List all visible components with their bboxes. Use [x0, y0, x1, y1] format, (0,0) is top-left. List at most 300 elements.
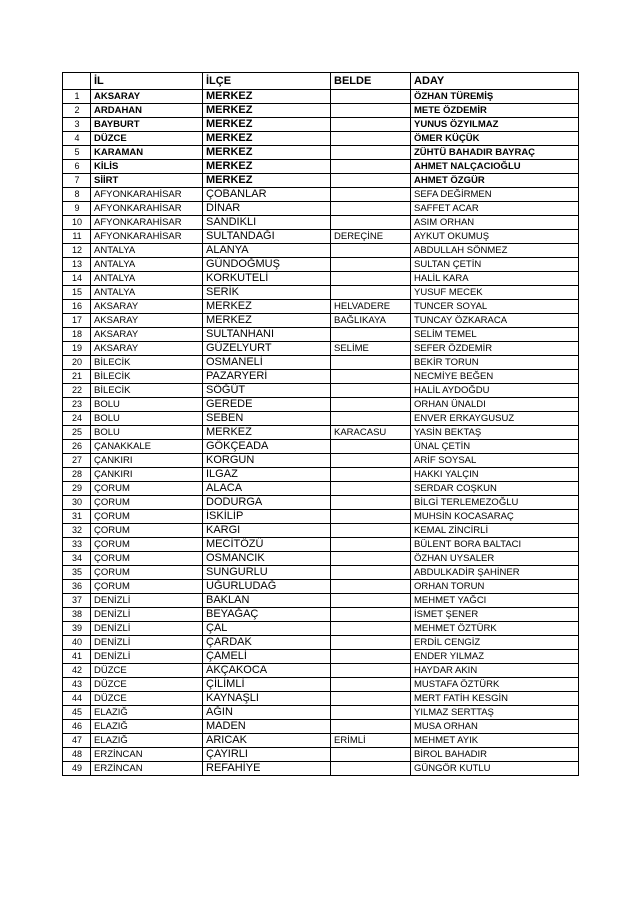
cell-no: 37 — [63, 594, 91, 608]
cell-aday: HAKKI YALÇIN — [411, 468, 579, 482]
cell-ilce: KARGI — [203, 524, 331, 538]
cell-ilce: MERKEZ — [203, 146, 331, 160]
cell-ilce: DODURGA — [203, 496, 331, 510]
cell-belde — [331, 594, 411, 608]
cell-belde — [331, 370, 411, 384]
cell-no: 14 — [63, 272, 91, 286]
cell-aday: YASİN BEKTAŞ — [411, 426, 579, 440]
table-row — [63, 482, 579, 496]
cell-belde — [331, 286, 411, 300]
table-row — [63, 314, 579, 328]
cell-aday: YUSUF MECEK — [411, 286, 579, 300]
cell-belde: KARACASU — [331, 426, 411, 440]
cell-ilce: ALANYA — [203, 244, 331, 258]
cell-ilce: GÖKÇEADA — [203, 440, 331, 454]
cell-il: AKSARAY — [91, 314, 203, 328]
table-row — [63, 538, 579, 552]
cell-ilce: MERKEZ — [203, 90, 331, 104]
cell-il: AKSARAY — [91, 300, 203, 314]
table-row — [63, 160, 579, 174]
cell-ilce: BEYAĞAÇ — [203, 608, 331, 622]
cell-aday: KEMAL ZİNCİRLİ — [411, 524, 579, 538]
cell-no: 6 — [63, 160, 91, 174]
cell-no: 30 — [63, 496, 91, 510]
cell-belde: SELİME — [331, 342, 411, 356]
cell-il: AKSARAY — [91, 342, 203, 356]
cell-ilce: PAZARYERİ — [203, 370, 331, 384]
cell-ilce: SANDIKLI — [203, 216, 331, 230]
cell-no: 43 — [63, 678, 91, 692]
cell-aday: MEHMET ÖZTÜRK — [411, 622, 579, 636]
cell-no: 27 — [63, 454, 91, 468]
cell-il: ELAZIĞ — [91, 720, 203, 734]
cell-aday: MUHSİN KOCASARAÇ — [411, 510, 579, 524]
cell-belde: DEREÇİNE — [331, 230, 411, 244]
cell-ilce: MERKEZ — [203, 104, 331, 118]
cell-no: 47 — [63, 734, 91, 748]
cell-aday: ÖMER KÜÇÜK — [411, 132, 579, 146]
cell-ilce: MECİTÖZÜ — [203, 538, 331, 552]
table-row — [63, 202, 579, 216]
column-header-aday: ADAY — [411, 73, 579, 90]
cell-ilce: MERKEZ — [203, 314, 331, 328]
cell-no: 46 — [63, 720, 91, 734]
cell-il: AFYONKARAHİSAR — [91, 216, 203, 230]
cell-no: 24 — [63, 412, 91, 426]
cell-ilce: MADEN — [203, 720, 331, 734]
table-row — [63, 762, 579, 776]
table-row — [63, 230, 579, 244]
cell-belde — [331, 398, 411, 412]
cell-aday: MEHMET AYIK — [411, 734, 579, 748]
table-row — [63, 454, 579, 468]
cell-belde — [331, 580, 411, 594]
cell-belde — [331, 510, 411, 524]
cell-aday: SEFA DEĞİRMEN — [411, 188, 579, 202]
table-row — [63, 692, 579, 706]
table-row — [63, 258, 579, 272]
cell-aday: BEKİR TORUN — [411, 356, 579, 370]
cell-belde — [331, 384, 411, 398]
cell-ilce: ÇAL — [203, 622, 331, 636]
cell-aday: GÜNGÖR KUTLU — [411, 762, 579, 776]
table-row — [63, 636, 579, 650]
cell-il: ÇORUM — [91, 496, 203, 510]
cell-il: BOLU — [91, 426, 203, 440]
table-row — [63, 188, 579, 202]
cell-ilce: REFAHİYE — [203, 762, 331, 776]
cell-il: KARAMAN — [91, 146, 203, 160]
cell-belde — [331, 188, 411, 202]
cell-ilce: GEREDE — [203, 398, 331, 412]
cell-aday: ENVER ERKAYGUSUZ — [411, 412, 579, 426]
cell-belde — [331, 132, 411, 146]
cell-ilce: KAYNAŞLI — [203, 692, 331, 706]
cell-no: 29 — [63, 482, 91, 496]
cell-no: 40 — [63, 636, 91, 650]
table-row — [63, 426, 579, 440]
cell-belde — [331, 678, 411, 692]
cell-belde — [331, 216, 411, 230]
cell-il: ÇORUM — [91, 524, 203, 538]
cell-aday: SULTAN ÇETİN — [411, 258, 579, 272]
cell-aday: TUNCAY ÖZKARACA — [411, 314, 579, 328]
cell-ilce: ARICAK — [203, 734, 331, 748]
cell-aday: MEHMET YAĞCI — [411, 594, 579, 608]
table-header — [63, 73, 579, 90]
cell-ilce: KORGUN — [203, 454, 331, 468]
cell-il: AFYONKARAHİSAR — [91, 188, 203, 202]
column-header-ilce: İLÇE — [203, 73, 331, 90]
cell-ilce: SERİK — [203, 286, 331, 300]
cell-aday: ÖZHAN TÜREMİŞ — [411, 90, 579, 104]
table-row — [63, 328, 579, 342]
table-row — [63, 748, 579, 762]
cell-ilce: KORKUTELİ — [203, 272, 331, 286]
cell-no: 3 — [63, 118, 91, 132]
cell-belde — [331, 412, 411, 426]
cell-no: 1 — [63, 90, 91, 104]
cell-ilce: MERKEZ — [203, 132, 331, 146]
cell-ilce: MERKEZ — [203, 160, 331, 174]
table-row — [63, 468, 579, 482]
column-header-no — [63, 73, 91, 90]
cell-ilce: ILGAZ — [203, 468, 331, 482]
table-row — [63, 118, 579, 132]
cell-il: ÇORUM — [91, 538, 203, 552]
cell-no: 35 — [63, 566, 91, 580]
cell-il: DÜZCE — [91, 692, 203, 706]
cell-aday: METE ÖZDEMİR — [411, 104, 579, 118]
cell-no: 49 — [63, 762, 91, 776]
cell-il: ÇORUM — [91, 580, 203, 594]
cell-no: 32 — [63, 524, 91, 538]
cell-aday: AHMET ÖZGÜR — [411, 174, 579, 188]
cell-belde — [331, 720, 411, 734]
table-row — [63, 216, 579, 230]
column-header-il: İL — [91, 73, 203, 90]
cell-il: BOLU — [91, 412, 203, 426]
candidate-table — [62, 72, 579, 776]
cell-il: AFYONKARAHİSAR — [91, 230, 203, 244]
cell-aday: BÜLENT BORA BALTACI — [411, 538, 579, 552]
cell-belde — [331, 622, 411, 636]
cell-no: 44 — [63, 692, 91, 706]
cell-no: 9 — [63, 202, 91, 216]
cell-il: ERZİNCAN — [91, 762, 203, 776]
cell-il: ÇORUM — [91, 510, 203, 524]
cell-no: 20 — [63, 356, 91, 370]
cell-no: 10 — [63, 216, 91, 230]
cell-no: 33 — [63, 538, 91, 552]
cell-no: 11 — [63, 230, 91, 244]
cell-no: 16 — [63, 300, 91, 314]
cell-il: AFYONKARAHİSAR — [91, 202, 203, 216]
cell-no: 21 — [63, 370, 91, 384]
cell-il: ELAZIĞ — [91, 706, 203, 720]
cell-aday: SERDAR COŞKUN — [411, 482, 579, 496]
cell-belde — [331, 440, 411, 454]
cell-ilce: GÜNDOĞMUŞ — [203, 258, 331, 272]
cell-il: DÜZCE — [91, 664, 203, 678]
cell-il: ÇORUM — [91, 566, 203, 580]
cell-belde — [331, 90, 411, 104]
cell-aday: SEFER ÖZDEMİR — [411, 342, 579, 356]
table-row — [63, 398, 579, 412]
cell-aday: ENDER YILMAZ — [411, 650, 579, 664]
cell-aday: ORHAN TORUN — [411, 580, 579, 594]
cell-ilce: ÇARDAK — [203, 636, 331, 650]
cell-ilce: UĞURLUDAĞ — [203, 580, 331, 594]
cell-il: AKSARAY — [91, 328, 203, 342]
cell-belde — [331, 328, 411, 342]
cell-il: BİLECİK — [91, 356, 203, 370]
cell-aday: ARİF SOYSAL — [411, 454, 579, 468]
cell-belde — [331, 496, 411, 510]
cell-il: BİLECİK — [91, 370, 203, 384]
cell-belde — [331, 356, 411, 370]
column-header-belde: BELDE — [331, 73, 411, 90]
table-row — [63, 174, 579, 188]
cell-aday: HAYDAR AKIN — [411, 664, 579, 678]
cell-ilce: ÇİLİMLİ — [203, 678, 331, 692]
cell-il: KİLİS — [91, 160, 203, 174]
cell-aday: MERT FATİH KESGİN — [411, 692, 579, 706]
table-row — [63, 566, 579, 580]
table-row — [63, 496, 579, 510]
cell-no: 5 — [63, 146, 91, 160]
candidate-table-container — [62, 72, 578, 776]
table-header-row — [63, 73, 579, 90]
cell-belde — [331, 160, 411, 174]
cell-aday: NECMİYE BEĞEN — [411, 370, 579, 384]
cell-no: 12 — [63, 244, 91, 258]
cell-ilce: MERKEZ — [203, 118, 331, 132]
cell-il: ÇANKIRI — [91, 468, 203, 482]
cell-no: 4 — [63, 132, 91, 146]
cell-ilce: SUNGURLU — [203, 566, 331, 580]
table-row — [63, 664, 579, 678]
cell-ilce: GÜZELYURT — [203, 342, 331, 356]
cell-ilce: SEBEN — [203, 412, 331, 426]
cell-il: DENİZLİ — [91, 650, 203, 664]
cell-no: 8 — [63, 188, 91, 202]
table-row — [63, 300, 579, 314]
cell-no: 22 — [63, 384, 91, 398]
table-row — [63, 370, 579, 384]
table-row — [63, 706, 579, 720]
cell-belde — [331, 272, 411, 286]
cell-ilce: OSMANELİ — [203, 356, 331, 370]
cell-no: 7 — [63, 174, 91, 188]
table-row — [63, 146, 579, 160]
cell-no: 18 — [63, 328, 91, 342]
cell-ilce: MERKEZ — [203, 300, 331, 314]
cell-ilce: SULTANDAĞI — [203, 230, 331, 244]
cell-aday: ÖZHAN UYSALER — [411, 552, 579, 566]
cell-aday: ASIM ORHAN — [411, 216, 579, 230]
cell-il: DÜZCE — [91, 678, 203, 692]
cell-il: ÇANAKKALE — [91, 440, 203, 454]
table-row — [63, 104, 579, 118]
cell-belde — [331, 552, 411, 566]
cell-belde — [331, 762, 411, 776]
cell-no: 38 — [63, 608, 91, 622]
table-row — [63, 524, 579, 538]
cell-no: 25 — [63, 426, 91, 440]
cell-aday: SELİM TEMEL — [411, 328, 579, 342]
cell-belde — [331, 118, 411, 132]
cell-no: 26 — [63, 440, 91, 454]
cell-belde — [331, 244, 411, 258]
cell-belde — [331, 538, 411, 552]
cell-aday: BİROL BAHADIR — [411, 748, 579, 762]
cell-il: ÇORUM — [91, 552, 203, 566]
cell-il: ÇANKIRI — [91, 454, 203, 468]
cell-il: ANTALYA — [91, 286, 203, 300]
cell-aday: ABDULKADİR ŞAHİNER — [411, 566, 579, 580]
cell-il: BOLU — [91, 398, 203, 412]
table-row — [63, 90, 579, 104]
cell-aday: ÜNAL ÇETİN — [411, 440, 579, 454]
cell-no: 39 — [63, 622, 91, 636]
cell-no: 15 — [63, 286, 91, 300]
cell-belde — [331, 608, 411, 622]
cell-ilce: MERKEZ — [203, 174, 331, 188]
cell-belde — [331, 748, 411, 762]
cell-aday: MUSA ORHAN — [411, 720, 579, 734]
cell-belde — [331, 174, 411, 188]
cell-no: 2 — [63, 104, 91, 118]
cell-belde — [331, 566, 411, 580]
cell-il: ANTALYA — [91, 272, 203, 286]
cell-il: DÜZCE — [91, 132, 203, 146]
table-row — [63, 440, 579, 454]
cell-belde — [331, 664, 411, 678]
cell-ilce: İSKİLİP — [203, 510, 331, 524]
table-body — [63, 90, 579, 776]
cell-belde — [331, 692, 411, 706]
cell-no: 28 — [63, 468, 91, 482]
table-row — [63, 622, 579, 636]
cell-ilce: SULTANHANI — [203, 328, 331, 342]
cell-ilce: MERKEZ — [203, 426, 331, 440]
cell-no: 45 — [63, 706, 91, 720]
cell-aday: BİLGİ TERLEMEZOĞLU — [411, 496, 579, 510]
cell-belde: BAĞLIKAYA — [331, 314, 411, 328]
cell-ilce: AKÇAKOCA — [203, 664, 331, 678]
cell-aday: İSMET ŞENER — [411, 608, 579, 622]
cell-belde — [331, 202, 411, 216]
cell-il: DENİZLİ — [91, 608, 203, 622]
table-row — [63, 552, 579, 566]
cell-ilce: SÖĞÜT — [203, 384, 331, 398]
cell-no: 13 — [63, 258, 91, 272]
cell-ilce: AĞIN — [203, 706, 331, 720]
cell-il: ANTALYA — [91, 244, 203, 258]
cell-aday: AHMET NALÇACIOĞLU — [411, 160, 579, 174]
cell-no: 36 — [63, 580, 91, 594]
table-row — [63, 720, 579, 734]
cell-belde — [331, 636, 411, 650]
cell-il: DENİZLİ — [91, 636, 203, 650]
cell-ilce: ALACA — [203, 482, 331, 496]
cell-il: ELAZIĞ — [91, 734, 203, 748]
cell-ilce: OSMANCIK — [203, 552, 331, 566]
cell-belde: ERİMLİ — [331, 734, 411, 748]
table-row — [63, 132, 579, 146]
cell-belde — [331, 468, 411, 482]
cell-aday: YILMAZ SERTTAŞ — [411, 706, 579, 720]
cell-aday: AYKUT OKUMUŞ — [411, 230, 579, 244]
cell-no: 19 — [63, 342, 91, 356]
cell-il: DENİZLİ — [91, 594, 203, 608]
cell-ilce: ÇAMELİ — [203, 650, 331, 664]
cell-aday: SAFFET ACAR — [411, 202, 579, 216]
cell-il: DENİZLİ — [91, 622, 203, 636]
table-row — [63, 244, 579, 258]
table-row — [63, 286, 579, 300]
table-row — [63, 412, 579, 426]
cell-no: 31 — [63, 510, 91, 524]
cell-aday: HALİL AYDOĞDU — [411, 384, 579, 398]
cell-il: ARDAHAN — [91, 104, 203, 118]
cell-il: SİİRT — [91, 174, 203, 188]
cell-ilce: DİNAR — [203, 202, 331, 216]
cell-belde: HELVADERE — [331, 300, 411, 314]
cell-aday: MUSTAFA ÖZTÜRK — [411, 678, 579, 692]
cell-belde — [331, 454, 411, 468]
cell-no: 42 — [63, 664, 91, 678]
cell-no: 41 — [63, 650, 91, 664]
cell-aday: ABDULLAH SÖNMEZ — [411, 244, 579, 258]
table-row — [63, 272, 579, 286]
cell-aday: ORHAN ÜNALDI — [411, 398, 579, 412]
cell-no: 48 — [63, 748, 91, 762]
cell-ilce: ÇAYIRLI — [203, 748, 331, 762]
cell-il: ERZİNCAN — [91, 748, 203, 762]
cell-il: BAYBURT — [91, 118, 203, 132]
cell-belde — [331, 104, 411, 118]
table-row — [63, 608, 579, 622]
cell-ilce: BAKLAN — [203, 594, 331, 608]
cell-aday: ERDİL CENGİZ — [411, 636, 579, 650]
cell-no: 34 — [63, 552, 91, 566]
table-row — [63, 384, 579, 398]
table-row — [63, 678, 579, 692]
cell-belde — [331, 146, 411, 160]
table-row — [63, 594, 579, 608]
cell-il: ÇORUM — [91, 482, 203, 496]
table-row — [63, 342, 579, 356]
cell-aday: HALİL KARA — [411, 272, 579, 286]
table-row — [63, 650, 579, 664]
cell-belde — [331, 258, 411, 272]
table-row — [63, 356, 579, 370]
cell-aday: TUNCER SOYAL — [411, 300, 579, 314]
cell-il: AKSARAY — [91, 90, 203, 104]
cell-belde — [331, 706, 411, 720]
cell-il: ANTALYA — [91, 258, 203, 272]
cell-no: 23 — [63, 398, 91, 412]
cell-ilce: ÇOBANLAR — [203, 188, 331, 202]
cell-aday: YUNUS ÖZYILMAZ — [411, 118, 579, 132]
cell-aday: ZÜHTÜ BAHADIR BAYRAÇ — [411, 146, 579, 160]
table-row — [63, 734, 579, 748]
table-row — [63, 580, 579, 594]
cell-no: 17 — [63, 314, 91, 328]
cell-belde — [331, 650, 411, 664]
